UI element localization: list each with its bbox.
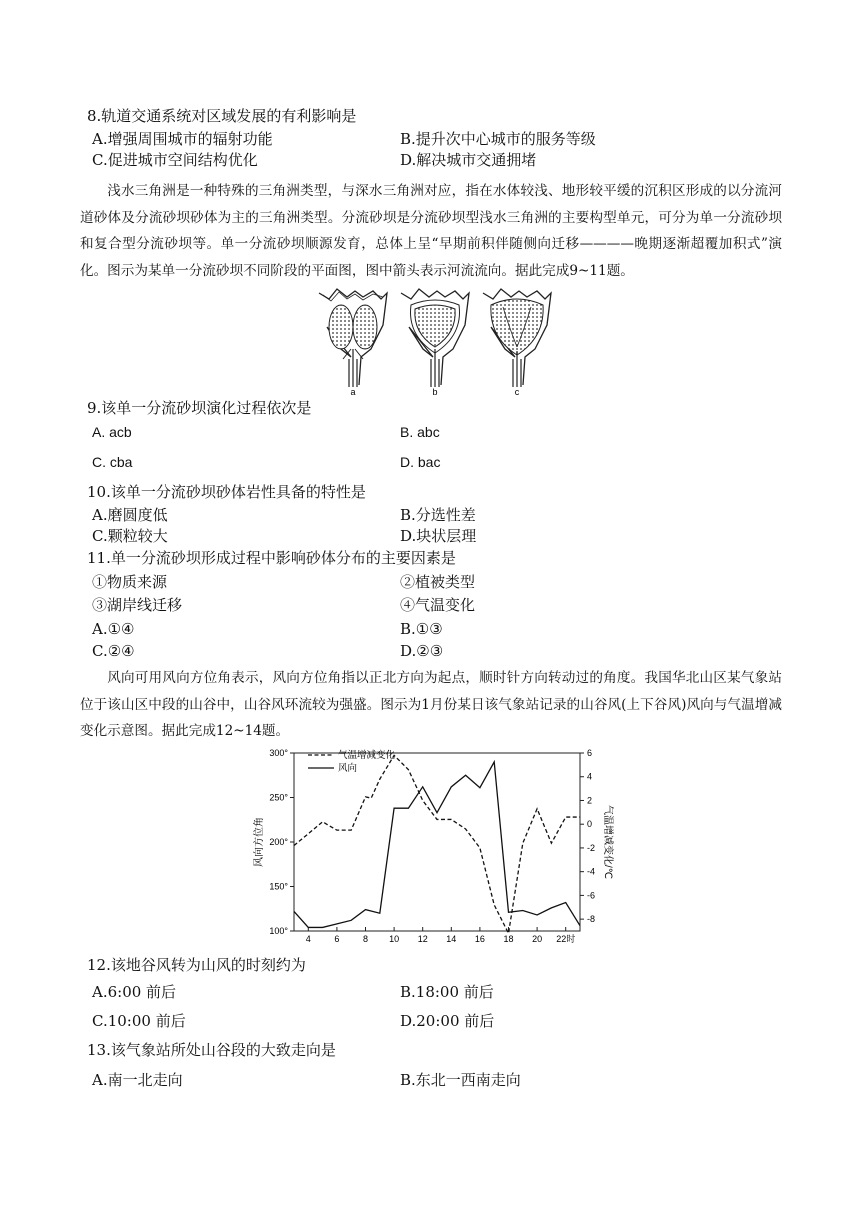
q10-option-a: A.磨圆度低 [92, 506, 168, 524]
stage-c-diagram [483, 289, 551, 387]
q8-option-c: C.促进城市空间结构优化 [92, 151, 258, 169]
y-left-tick-label: 100° [269, 926, 288, 936]
x-tick-label: 6 [334, 934, 340, 944]
q10-option-b: B.分选性差 [400, 506, 476, 524]
y-right-tick-label: -6 [587, 890, 596, 901]
q8-stem: 8.轨道交通系统对区域发展的有利影响是 [87, 107, 357, 125]
q12-option-a: A.6:00 前后 [92, 983, 177, 1001]
y-left-tick-label: 150° [269, 881, 288, 892]
y-left-tick-label: 250° [269, 792, 288, 803]
y-left-axis-label: 风向方位角 [254, 817, 265, 867]
x-tick-label: 8 [362, 934, 369, 944]
x-tick-label: 12 [417, 934, 428, 944]
q9-option-d: D. bac [400, 454, 441, 470]
q8-option-b: B.提升次中心城市的服务等级 [400, 130, 596, 148]
x-tick-label: 14 [446, 934, 457, 944]
y-right-tick-label: -8 [587, 914, 596, 925]
passage-shallow-delta: 浅水三角洲是一种特殊的三角洲类型，与深水三角洲对应，指在水体较浅、地形较平缓的沉积区形成的以分流河道砂体及分流砂坝砂体为主的三角洲类型。分流砂坝是分流砂坝型浅水三角洲的主要构型单元，可分为单一分流砂坝和复合型分流砂坝等。单一分流砂坝顺源发育，总体上呈“早期前积伴随侧向迁移————晚期逐渐超覆加积式”演化。图示为某单一分流砂坝不同阶段的平面图，图中箭头表示河流流向。据此完成9~11题。 [80, 183, 782, 279]
q12-option-d: D.20:00 前后 [400, 1012, 495, 1030]
q9-option-c: C. cba [92, 454, 133, 470]
series-wind-direction [294, 762, 580, 928]
y-left-tick-label: 300° [269, 748, 288, 758]
q13-option-a: A.南一北走向 [92, 1071, 183, 1089]
passage-valley-wind: 风向可用风向方位角表示，风向方位角指以正北方向为起点，顺时针方向转动过的角度。我国华北山区某气象站位于该山区中段的山谷中，山谷风环流较为强盛。图示为1月份某日该气象站记录的山谷风(上下谷风)风向与气温增减变化示意图。据此完成12~14题。 [80, 670, 782, 739]
y-right-tick-label: -4 [587, 866, 596, 877]
y-right-tick-label: 6 [587, 748, 593, 758]
figure-label-c: c [514, 387, 520, 397]
q9-option-a: A. acb [92, 424, 132, 440]
q11-factor-3: ③湖岸线迁移 [92, 596, 183, 614]
y-right-tick-label: 4 [587, 771, 593, 782]
q11-option-c: C.②④ [92, 642, 135, 660]
y-right-tick-label: 0 [587, 819, 593, 830]
q9-stem: 9.该单一分流砂坝演化过程依次是 [87, 399, 312, 417]
q11-factor-1: ①物质来源 [92, 573, 168, 591]
q12-option-b: B.18:00 前后 [400, 983, 494, 1001]
q11-option-b: B.①③ [400, 620, 443, 638]
stage-a-diagram [319, 289, 387, 387]
q11-factor-4: ④气温变化 [400, 596, 476, 614]
x-tick-label: 22时 [556, 934, 576, 944]
q11-factor-2: ②植被类型 [400, 573, 476, 591]
x-tick-label: 18 [503, 934, 514, 944]
q12-option-c: C.10:00 前后 [92, 1012, 186, 1030]
x-tick-label: 4 [305, 934, 311, 944]
q11-stem: 11.单一分流砂坝形成过程中影响砂体分布的主要因素是 [87, 549, 456, 567]
q10-option-d: D.块状层理 [400, 527, 477, 545]
y-right-tick-label: -2 [587, 842, 596, 853]
figure-label-b: b [432, 387, 438, 397]
q9-option-b: B. abc [400, 424, 440, 440]
x-tick-label: 10 [389, 934, 400, 944]
stage-b-diagram [401, 289, 469, 387]
legend-label-wind: 风向 [338, 763, 358, 774]
figure-label-a: a [350, 387, 356, 397]
q11-option-a: A.①④ [92, 620, 135, 638]
q13-stem: 13.该气象站所处山谷段的大致走向是 [87, 1041, 336, 1059]
series-temperature-change [294, 755, 580, 933]
q10-option-c: C.颗粒较大 [92, 527, 168, 545]
y-right-tick-label: 2 [587, 795, 593, 806]
wind-temperature-chart [248, 745, 618, 955]
legend-label-temperature: 气温增减变化 [338, 750, 396, 761]
q12-stem: 12.该地谷风转为山风的时刻约为 [87, 956, 306, 974]
q8-option-a: A.增强周围城市的辐射功能 [92, 130, 273, 148]
q11-option-d: D.②③ [400, 642, 444, 660]
y-left-tick-label: 200° [269, 837, 288, 847]
q10-stem: 10.该单一分流砂坝砂体岩性具备的特性是 [87, 483, 366, 501]
x-tick-label: 20 [532, 934, 543, 944]
q8-option-d: D.解决城市交通拥堵 [400, 151, 537, 169]
x-tick-label: 16 [474, 934, 485, 944]
y-right-axis-label: 气温增减变化/℃ [602, 804, 613, 880]
sand-bar-figure [310, 287, 560, 397]
q13-option-b: B.东北一西南走向 [400, 1071, 521, 1089]
